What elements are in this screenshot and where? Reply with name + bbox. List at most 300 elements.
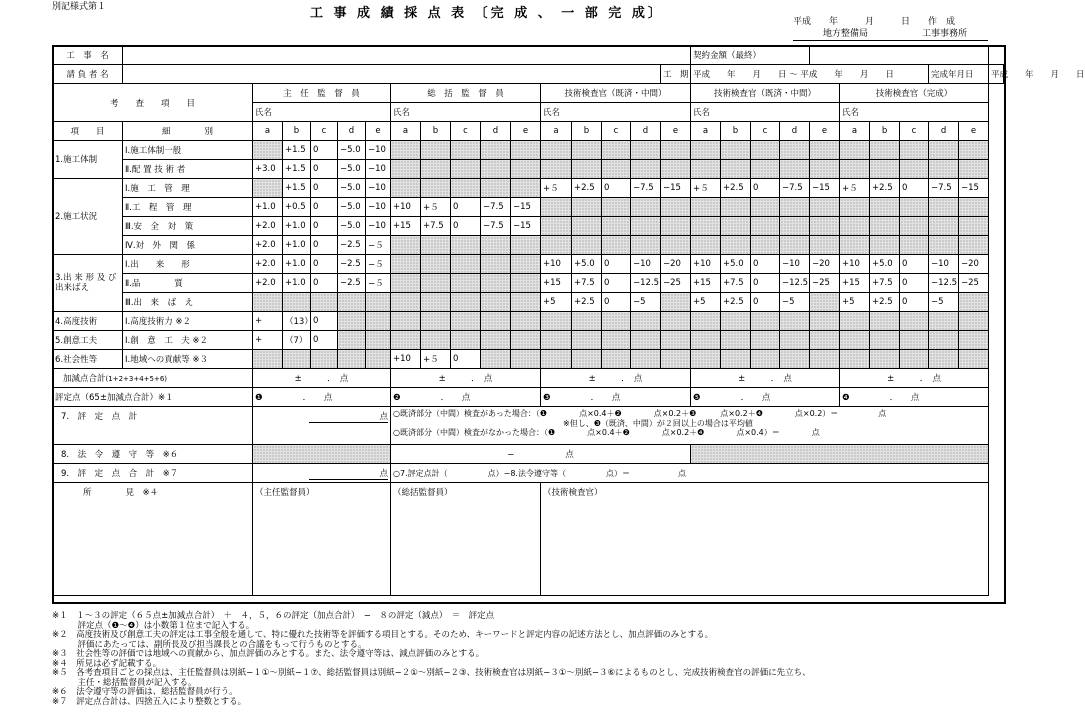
score-cell: [721, 217, 751, 236]
score-cell: [511, 274, 541, 293]
score-cell: [602, 141, 631, 160]
score-cell: [511, 293, 541, 312]
score-cell[interactable]: +15: [391, 217, 421, 236]
score-cell: [751, 350, 780, 369]
kagen-total-field[interactable]: ± ． 点: [391, 369, 541, 388]
score-cell: [572, 217, 602, 236]
score-cell[interactable]: −5.0: [338, 179, 366, 198]
kagen-total-field[interactable]: ± ． 点: [691, 369, 840, 388]
grade-letter: b: [721, 122, 751, 141]
score-cell: [929, 198, 959, 217]
score-cell[interactable]: −20: [959, 255, 989, 274]
category-label: 1.施工体制: [53, 141, 123, 179]
hyotei-unit: ． 点: [440, 393, 471, 403]
score-cell[interactable]: +1.0: [283, 217, 311, 236]
grade-letter: a: [840, 122, 870, 141]
score-cell: [721, 141, 751, 160]
row9-total-field[interactable]: [253, 464, 391, 483]
grade-letter: e: [661, 122, 691, 141]
table-row: [53, 141, 1004, 160]
score-cell: [451, 293, 481, 312]
table-row: [53, 388, 1004, 407]
label-contractor: 請 負 者 名: [53, 65, 123, 84]
score-cell: [870, 331, 900, 350]
score-cell[interactable]: +15: [541, 274, 572, 293]
score-cell[interactable]: +5.0: [870, 255, 900, 274]
score-cell[interactable]: +5: [691, 293, 721, 312]
score-cell: [541, 141, 572, 160]
score-cell[interactable]: −10: [366, 141, 391, 160]
score-cell: [391, 179, 421, 198]
score-cell: [780, 331, 810, 350]
score-cell: [780, 141, 810, 160]
grade-letter: e: [511, 122, 541, 141]
grade-letter: e: [366, 122, 391, 141]
label-evaluation-items: 考 査 項 目: [53, 84, 253, 122]
score-cell: [451, 331, 481, 350]
score-cell[interactable]: 0: [451, 350, 481, 369]
score-cell: [929, 141, 959, 160]
kagen-total-field[interactable]: ± ． 点: [541, 369, 691, 388]
score-cell[interactable]: +5: [840, 293, 870, 312]
row9-formula: ○7.評定点計（ 点）−8.法令遵守等（ 点）＝ 点: [391, 464, 989, 483]
score-cell: [366, 331, 391, 350]
score-cell[interactable]: 0: [751, 274, 780, 293]
circled-number: ❸: [543, 393, 551, 403]
score-cell: [421, 179, 451, 198]
score-cell: [810, 141, 840, 160]
score-cell: [751, 331, 780, 350]
score-cell: [541, 350, 572, 369]
score-cell: [691, 160, 721, 179]
score-cell: [602, 236, 631, 255]
score-cell[interactable]: +1.5: [283, 141, 311, 160]
score-cell: [391, 160, 421, 179]
score-cell: [751, 160, 780, 179]
score-cell[interactable]: 0: [311, 312, 338, 331]
score-cell: [959, 217, 989, 236]
score-cell: [338, 293, 366, 312]
score-cell[interactable]: −5: [780, 293, 810, 312]
score-cell[interactable]: +2.5: [572, 179, 602, 198]
hyotei-field[interactable]: [541, 388, 691, 407]
score-cell[interactable]: 0: [311, 217, 338, 236]
score-cell[interactable]: −7.5: [929, 179, 959, 198]
row7-formula: [391, 407, 989, 445]
footnotes: [52, 612, 811, 707]
grade-letter: c: [311, 122, 338, 141]
score-cell[interactable]: 0: [602, 255, 631, 274]
score-cell[interactable]: −2.5: [338, 236, 366, 255]
score-cell: [541, 160, 572, 179]
score-cell: [661, 160, 691, 179]
contractor-field[interactable]: [123, 65, 661, 84]
score-cell[interactable]: +15: [840, 274, 870, 293]
score-cell[interactable]: 0: [751, 179, 780, 198]
score-cell[interactable]: 0: [311, 236, 338, 255]
score-cell[interactable]: 0: [900, 274, 929, 293]
score-cell: [661, 198, 691, 217]
score-cell: [840, 141, 870, 160]
score-cell: [391, 141, 421, 160]
score-cell: [721, 331, 751, 350]
score-cell: [451, 141, 481, 160]
bureau-line: 地方整備局 工事事務所: [823, 29, 968, 39]
score-cell: [840, 198, 870, 217]
score-cell[interactable]: +10: [691, 255, 721, 274]
score-cell: [870, 236, 900, 255]
score-cell[interactable]: +7.5: [721, 274, 751, 293]
score-cell[interactable]: −15: [511, 198, 541, 217]
score-cell: [511, 160, 541, 179]
score-cell: [959, 141, 989, 160]
score-cell[interactable]: +1.5: [283, 160, 311, 179]
hyotei-label: 評定点（65±加減点合計）※１: [53, 388, 253, 407]
date-line: 平成 年 月 日 作 成: [793, 17, 956, 27]
score-cell[interactable]: +3.0: [253, 160, 283, 179]
score-cell[interactable]: +10: [391, 350, 421, 369]
score-cell: [780, 350, 810, 369]
score-cell[interactable]: 0: [451, 198, 481, 217]
score-cell[interactable]: −５: [366, 274, 391, 293]
category-label: 2.施工状況: [53, 179, 123, 255]
score-cell[interactable]: 0: [602, 179, 631, 198]
grade-letter: c: [900, 122, 929, 141]
inspector-name-field[interactable]: 氏名: [391, 103, 541, 122]
score-cell: [421, 312, 451, 331]
row7-total-field[interactable]: [253, 407, 391, 445]
inspector-header: 総 括 監 督 員: [391, 84, 541, 103]
score-cell: [391, 312, 421, 331]
score-cell: [870, 160, 900, 179]
score-cell[interactable]: 0: [602, 293, 631, 312]
score-cell[interactable]: −20: [810, 255, 840, 274]
kagen-total-field[interactable]: ± ． 点: [840, 369, 989, 388]
score-cell: [810, 160, 840, 179]
score-cell[interactable]: +7.5: [572, 274, 602, 293]
table-row: [53, 255, 1004, 274]
score-cell: [421, 236, 451, 255]
score-cell: [253, 293, 283, 312]
score-cell: [451, 179, 481, 198]
opinion-technical-inspector[interactable]: （技術検査官）: [541, 483, 989, 596]
score-cell: [511, 312, 541, 331]
score-cell[interactable]: −５: [366, 255, 391, 274]
score-cell: [959, 331, 989, 350]
opinion-chief-supervisor[interactable]: （主任監督員）: [253, 483, 391, 596]
score-cell: [541, 217, 572, 236]
hyotei-unit: ． 点: [889, 393, 920, 403]
score-cell[interactable]: −５: [366, 236, 391, 255]
score-cell[interactable]: −5: [631, 293, 661, 312]
score-cell[interactable]: −10: [780, 255, 810, 274]
row8-shaded-right: [691, 445, 989, 464]
footnote: ※２ 高度技術及び創意工夫の評定は工事全般を通して、特に優れた技術等を評価する項目とする。そのため、キーワードと評定内容の記述方法とし、加点評価のみとする。: [52, 630, 714, 640]
score-cell: [870, 141, 900, 160]
score-cell: [421, 293, 451, 312]
score-cell[interactable]: −7.5: [481, 198, 511, 217]
label-koji-name: 工 事 名: [53, 46, 123, 65]
score-cell: [900, 160, 929, 179]
score-cell: [338, 312, 366, 331]
row8-label: 8. 法 令 遵 守 等 ※６: [53, 445, 253, 464]
footnote: 評定点（❶〜❹）は小数第１位まで記入する。: [52, 620, 255, 631]
score-cell[interactable]: +５: [421, 350, 451, 369]
score-cell[interactable]: 0: [602, 274, 631, 293]
score-cell: [751, 236, 780, 255]
score-cell: [721, 312, 751, 331]
score-cell: [631, 331, 661, 350]
score-cell[interactable]: 0: [311, 255, 338, 274]
score-cell[interactable]: −10: [366, 160, 391, 179]
score-cell[interactable]: 0: [900, 293, 929, 312]
score-cell[interactable]: +5: [541, 293, 572, 312]
score-cell[interactable]: −5.0: [338, 198, 366, 217]
score-cell: [572, 331, 602, 350]
score-cell[interactable]: +: [253, 312, 283, 331]
inspector-name-field[interactable]: 氏名: [253, 103, 391, 122]
score-cell[interactable]: 0: [751, 293, 780, 312]
score-cell[interactable]: +0.5: [283, 198, 311, 217]
score-cell[interactable]: 0: [311, 141, 338, 160]
score-cell: [810, 236, 840, 255]
score-cell[interactable]: 0: [311, 160, 338, 179]
score-cell: [391, 236, 421, 255]
score-cell: [900, 331, 929, 350]
score-cell: [631, 236, 661, 255]
score-cell[interactable]: +7.5: [870, 274, 900, 293]
score-cell[interactable]: −2.5: [338, 274, 366, 293]
score-cell: [661, 141, 691, 160]
footnote: ※７ 評定点合計は、四捨五入により整数とする。: [52, 696, 247, 707]
score-cell: [253, 350, 283, 369]
score-cell: [929, 331, 959, 350]
score-cell[interactable]: （13）: [283, 312, 311, 331]
score-cell: [253, 141, 283, 160]
score-cell[interactable]: 0: [311, 331, 338, 350]
form-number: 別記様式第１: [52, 2, 107, 12]
score-cell[interactable]: 0: [311, 198, 338, 217]
score-cell[interactable]: （7）: [283, 331, 311, 350]
score-cell[interactable]: −7.5: [780, 179, 810, 198]
score-cell: [929, 312, 959, 331]
score-cell: [511, 141, 541, 160]
score-cell[interactable]: −15: [959, 179, 989, 198]
circled-number: ❹: [842, 393, 850, 403]
score-cell[interactable]: −10: [366, 217, 391, 236]
inspector-name-field[interactable]: 氏名: [840, 103, 989, 122]
score-cell[interactable]: −10: [366, 198, 391, 217]
score-cell: [870, 217, 900, 236]
row7-note: ※但し、❸（既済、中間）が２回以上の場合は平均値: [563, 418, 753, 428]
hyotei-field[interactable]: [691, 388, 840, 407]
score-cell[interactable]: −2.5: [338, 255, 366, 274]
score-cell[interactable]: +2.0: [253, 255, 283, 274]
table-row: [53, 407, 1004, 445]
score-cell[interactable]: 0: [311, 179, 338, 198]
score-cell: [631, 160, 661, 179]
category-label: 5.創意工夫: [53, 331, 123, 350]
score-cell: [481, 293, 511, 312]
score-cell: [840, 331, 870, 350]
score-cell[interactable]: +2.5: [721, 293, 751, 312]
score-cell[interactable]: −12.5: [631, 274, 661, 293]
score-cell: [870, 312, 900, 331]
score-cell: [481, 331, 511, 350]
score-cell[interactable]: +7.5: [421, 217, 451, 236]
score-cell[interactable]: +10: [391, 198, 421, 217]
inspector-header: 技術検査官（既済・中間）: [691, 84, 840, 103]
period-field[interactable]: 平成 年 月 日 〜 平成 年 月 日: [691, 65, 929, 84]
score-cell[interactable]: −5.0: [338, 160, 366, 179]
score-cell[interactable]: 0: [900, 179, 929, 198]
hyotei-field[interactable]: [253, 388, 391, 407]
score-cell[interactable]: −25: [810, 274, 840, 293]
score-cell[interactable]: +2.5: [870, 179, 900, 198]
row7-unit: 点: [309, 412, 388, 423]
score-cell[interactable]: +５: [691, 179, 721, 198]
score-cell[interactable]: −7.5: [631, 179, 661, 198]
score-cell: [751, 312, 780, 331]
score-cell[interactable]: −15: [661, 179, 691, 198]
grade-letter: a: [541, 122, 572, 141]
score-cell[interactable]: +2.0: [253, 236, 283, 255]
score-cell: [691, 331, 721, 350]
score-cell[interactable]: +2.0: [253, 217, 283, 236]
score-cell[interactable]: +2.5: [870, 293, 900, 312]
table-row: [53, 293, 1004, 312]
grade-letter: d: [929, 122, 959, 141]
score-cell: [721, 160, 751, 179]
score-cell[interactable]: +５: [421, 198, 451, 217]
score-cell: [511, 236, 541, 255]
contract-amount-field[interactable]: [810, 46, 989, 65]
table-row: [53, 445, 1004, 464]
grade-letter: c: [602, 122, 631, 141]
detail-label: Ⅰ.創 意 工 夫 ※２: [123, 331, 253, 350]
score-cell[interactable]: +５: [541, 179, 572, 198]
score-cell[interactable]: −12.5: [780, 274, 810, 293]
completion-date-field[interactable]: 平成 年 月 日: [989, 65, 1004, 84]
score-cell: [810, 293, 840, 312]
score-cell: [631, 141, 661, 160]
koji-name-field[interactable]: [123, 46, 691, 65]
score-cell: [810, 331, 840, 350]
score-cell[interactable]: −7.5: [481, 217, 511, 236]
score-cell: [721, 236, 751, 255]
score-cell[interactable]: −25: [661, 274, 691, 293]
detail-label: Ⅰ.施工体制一般: [123, 141, 253, 160]
score-cell: [391, 255, 421, 274]
score-cell[interactable]: +2.0: [253, 274, 283, 293]
score-cell[interactable]: −10: [631, 255, 661, 274]
score-cell: [631, 312, 661, 331]
score-cell: [780, 217, 810, 236]
score-cell: [338, 331, 366, 350]
score-cell[interactable]: 0: [451, 217, 481, 236]
score-cell[interactable]: −5: [929, 293, 959, 312]
score-cell[interactable]: −10: [929, 255, 959, 274]
opinion-general-supervisor[interactable]: （総括監督員）: [391, 483, 541, 596]
score-cell: [602, 217, 631, 236]
score-cell: [661, 236, 691, 255]
score-cell[interactable]: +: [253, 331, 283, 350]
row8-field[interactable]: − 点: [391, 445, 691, 464]
score-cell: [780, 198, 810, 217]
label-completion-date: 完成年月日: [929, 65, 989, 84]
score-cell[interactable]: −25: [959, 274, 989, 293]
score-cell[interactable]: +1.0: [253, 198, 283, 217]
score-cell: [253, 179, 283, 198]
hyotei-field[interactable]: [391, 388, 541, 407]
score-cell: [421, 160, 451, 179]
score-cell[interactable]: 0: [900, 255, 929, 274]
row7-label: 7. 評 定 点 計: [53, 407, 253, 445]
table-row: [53, 198, 1004, 217]
score-cell: [366, 350, 391, 369]
score-cell: [572, 141, 602, 160]
table-row: [53, 160, 1004, 179]
score-cell[interactable]: +1.0: [283, 255, 311, 274]
score-cell[interactable]: +５: [840, 179, 870, 198]
score-cell[interactable]: 0: [751, 255, 780, 274]
score-cell[interactable]: −12.5: [929, 274, 959, 293]
score-cell[interactable]: +15: [691, 274, 721, 293]
score-cell[interactable]: +1.0: [283, 274, 311, 293]
score-cell[interactable]: +5.0: [721, 255, 751, 274]
score-table: [52, 45, 1085, 596]
inspector-name-field[interactable]: 氏名: [541, 103, 691, 122]
kagen-label: [53, 369, 253, 388]
score-cell: [691, 236, 721, 255]
hyotei-field[interactable]: [840, 388, 989, 407]
circled-number: ❶: [255, 393, 263, 403]
category-label: 6.社会性等: [53, 350, 123, 369]
score-cell[interactable]: −20: [661, 255, 691, 274]
score-cell[interactable]: +2.5: [572, 293, 602, 312]
score-cell[interactable]: −5.0: [338, 217, 366, 236]
score-cell[interactable]: +10: [840, 255, 870, 274]
footnote: ※１ １〜３の評定（６５点±加減点合計） ＋ ４，５，６の評定（加点合計） − ８の評定（減点） ＝ 評定点: [52, 611, 495, 621]
detail-label: Ⅲ.出 来 ば え: [123, 293, 253, 312]
row9-label: 9. 評 定 点 合 計 ※７: [53, 464, 253, 483]
score-cell[interactable]: +2.5: [721, 179, 751, 198]
table-row: [53, 369, 1004, 388]
grade-letter: b: [283, 122, 311, 141]
score-cell[interactable]: −15: [810, 179, 840, 198]
hyotei-unit: ． 点: [302, 393, 333, 403]
score-cell[interactable]: +5.0: [572, 255, 602, 274]
score-cell[interactable]: −5.0: [338, 141, 366, 160]
score-cell: [691, 217, 721, 236]
score-cell[interactable]: −10: [366, 179, 391, 198]
hyotei-unit: ． 点: [740, 393, 771, 403]
score-cell: [541, 236, 572, 255]
score-cell: [691, 350, 721, 369]
col-head-detail: 細 別: [123, 122, 253, 141]
footnote: 評価にあたっては、副所長及び担当課長との合議をもって行うものとする。: [52, 639, 367, 650]
score-cell[interactable]: −15: [511, 217, 541, 236]
score-cell[interactable]: 0: [311, 274, 338, 293]
score-cell[interactable]: +10: [541, 255, 572, 274]
score-cell[interactable]: +1.5: [283, 179, 311, 198]
score-cell: [481, 350, 511, 369]
score-cell: [391, 274, 421, 293]
inspector-name-field[interactable]: 氏名: [691, 103, 840, 122]
kagen-total-field[interactable]: ± ． 点: [253, 369, 391, 388]
score-cell: [283, 293, 311, 312]
score-cell[interactable]: +1.0: [283, 236, 311, 255]
